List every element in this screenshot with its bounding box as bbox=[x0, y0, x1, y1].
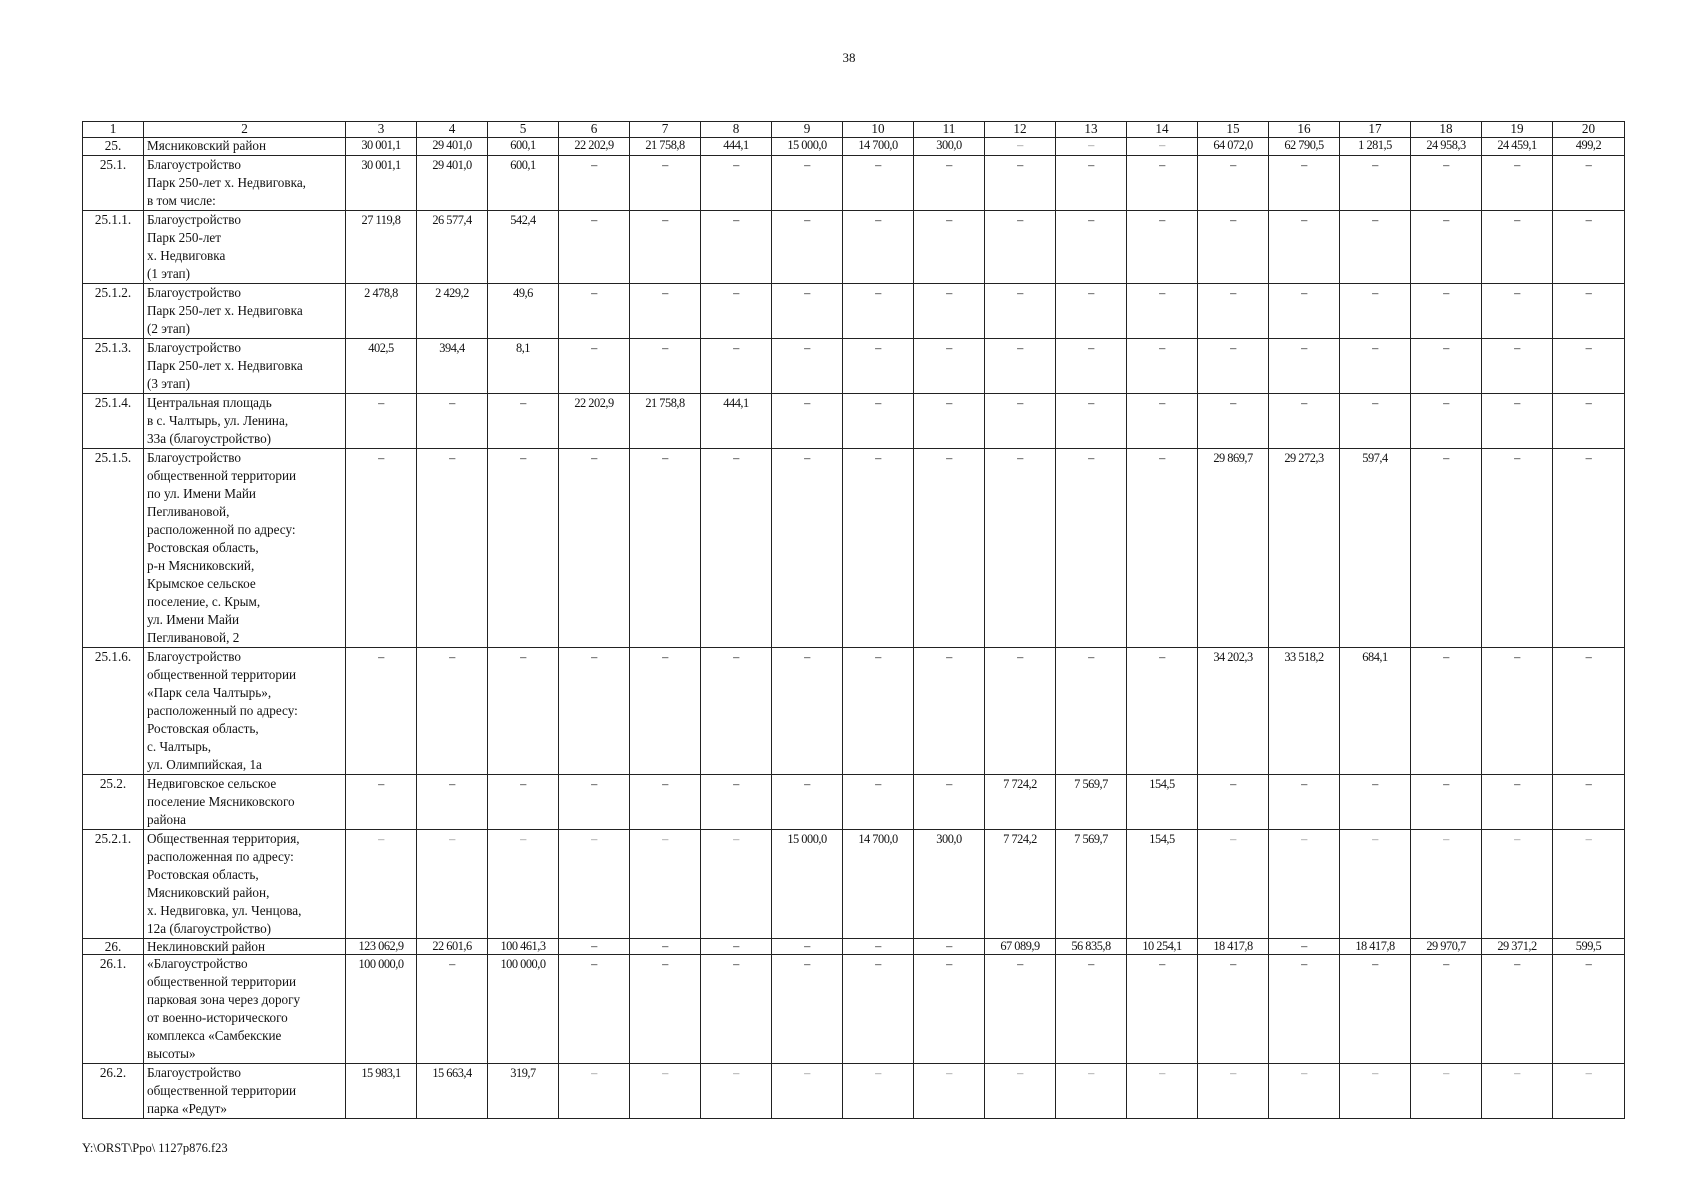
table-row bbox=[83, 939, 1625, 955]
object-name-cell: Общественная территория, расположенная по адресу: Ростовская область, Мясниковский район, х. Недвиговка, ул. Ченцова, 12а (благоустройство) bbox=[144, 830, 346, 939]
row-number-cell: 25.1.1. bbox=[83, 211, 144, 284]
table-row bbox=[83, 648, 1625, 775]
value-cell: 600,1 bbox=[488, 156, 559, 211]
value-cell: – bbox=[1269, 211, 1340, 284]
value-cell: 27 119,8 bbox=[346, 211, 417, 284]
value-cell: – bbox=[701, 775, 772, 830]
value-cell: – bbox=[772, 284, 843, 339]
value-cell: – bbox=[559, 648, 630, 775]
value-cell: 29 970,7 bbox=[1411, 939, 1482, 955]
value-cell: 26 577,4 bbox=[417, 211, 488, 284]
object-name-cell: Благоустройство Парк 250-лет х. Недвиговка (2 этап) bbox=[144, 284, 346, 339]
column-number-cell: 10 bbox=[843, 122, 914, 138]
value-cell: – bbox=[630, 648, 701, 775]
value-cell: 123 062,9 bbox=[346, 939, 417, 955]
value-cell: – bbox=[1056, 449, 1127, 648]
table-row bbox=[83, 394, 1625, 449]
table-row bbox=[83, 156, 1625, 211]
value-cell: – bbox=[346, 449, 417, 648]
object-name-cell: Благоустройство Парк 250-лет х. Недвиговка (1 этап) bbox=[144, 211, 346, 284]
value-cell: – bbox=[1056, 156, 1127, 211]
footer-file-path: Y:\ORST\Ppo\ 1127p876.f23 bbox=[82, 1141, 228, 1155]
value-cell: – bbox=[1056, 955, 1127, 1064]
value-cell: – bbox=[985, 339, 1056, 394]
value-cell: – bbox=[346, 648, 417, 775]
value-cell: 7 724,2 bbox=[985, 775, 1056, 830]
value-cell: – bbox=[1269, 1064, 1340, 1119]
value-cell: 18 417,8 bbox=[1340, 939, 1411, 955]
value-cell: – bbox=[843, 939, 914, 955]
value-cell: – bbox=[630, 156, 701, 211]
value-cell: – bbox=[1482, 1064, 1553, 1119]
value-cell: – bbox=[1056, 211, 1127, 284]
value-cell: – bbox=[1553, 775, 1625, 830]
value-cell: 154,5 bbox=[1127, 830, 1198, 939]
row-number-cell: 25.1.5. bbox=[83, 449, 144, 648]
value-cell: 15 663,4 bbox=[417, 1064, 488, 1119]
value-cell: – bbox=[1127, 156, 1198, 211]
value-cell: – bbox=[1198, 284, 1269, 339]
value-cell: – bbox=[1269, 339, 1340, 394]
value-cell: – bbox=[1482, 775, 1553, 830]
value-cell: – bbox=[914, 955, 985, 1064]
value-cell: – bbox=[1340, 1064, 1411, 1119]
value-cell: – bbox=[772, 156, 843, 211]
column-number-cell: 15 bbox=[1198, 122, 1269, 138]
value-cell: 402,5 bbox=[346, 339, 417, 394]
value-cell: 154,5 bbox=[1127, 775, 1198, 830]
value-cell: – bbox=[1269, 394, 1340, 449]
value-cell: 684,1 bbox=[1340, 648, 1411, 775]
value-cell: 15 000,0 bbox=[772, 138, 843, 156]
value-cell: 15 000,0 bbox=[772, 830, 843, 939]
value-cell: 14 700,0 bbox=[843, 830, 914, 939]
value-cell: – bbox=[843, 955, 914, 1064]
row-number-cell: 25.2.1. bbox=[83, 830, 144, 939]
table-body bbox=[83, 122, 1625, 1119]
value-cell: 14 700,0 bbox=[843, 138, 914, 156]
value-cell: 29 272,3 bbox=[1269, 449, 1340, 648]
value-cell: 67 089,9 bbox=[985, 939, 1056, 955]
value-cell: – bbox=[1482, 830, 1553, 939]
value-cell: – bbox=[1340, 339, 1411, 394]
value-cell: 597,4 bbox=[1340, 449, 1411, 648]
value-cell: – bbox=[488, 648, 559, 775]
value-cell: – bbox=[985, 138, 1056, 156]
value-cell: – bbox=[985, 1064, 1056, 1119]
value-cell: – bbox=[843, 775, 914, 830]
value-cell: 599,5 bbox=[1553, 939, 1625, 955]
value-cell: 100 000,0 bbox=[488, 955, 559, 1064]
value-cell: – bbox=[914, 939, 985, 955]
row-number-cell: 25.1. bbox=[83, 156, 144, 211]
value-cell: 22 202,9 bbox=[559, 394, 630, 449]
value-cell: – bbox=[1269, 955, 1340, 1064]
table-row bbox=[83, 339, 1625, 394]
page-number: 38 bbox=[842, 50, 856, 65]
value-cell: – bbox=[1127, 284, 1198, 339]
column-number-cell: 8 bbox=[701, 122, 772, 138]
value-cell: 22 202,9 bbox=[559, 138, 630, 156]
column-number-cell: 19 bbox=[1482, 122, 1553, 138]
value-cell: – bbox=[772, 394, 843, 449]
value-cell: – bbox=[772, 939, 843, 955]
object-name-cell: Мясниковский район bbox=[144, 138, 346, 156]
value-cell: 56 835,8 bbox=[1056, 939, 1127, 955]
value-cell: – bbox=[1127, 211, 1198, 284]
table-row bbox=[83, 955, 1625, 1064]
value-cell: 7 569,7 bbox=[1056, 775, 1127, 830]
value-cell: – bbox=[1056, 339, 1127, 394]
value-cell: – bbox=[1411, 1064, 1482, 1119]
value-cell: – bbox=[630, 449, 701, 648]
value-cell: 300,0 bbox=[914, 830, 985, 939]
table-row bbox=[83, 138, 1625, 156]
object-name-cell: Благоустройство общественной территории по ул. Имени Майи Пегливановой, расположенной по адресу: Ростовская область, р-н Мясниковский, Крымское сельское поселение, с. Крым, ул. Имени Майи Пегливановой, 2 bbox=[144, 449, 346, 648]
value-cell: – bbox=[630, 775, 701, 830]
value-cell: – bbox=[843, 284, 914, 339]
value-cell: – bbox=[1553, 394, 1625, 449]
value-cell: – bbox=[701, 830, 772, 939]
value-cell: – bbox=[1553, 1064, 1625, 1119]
value-cell: 30 001,1 bbox=[346, 156, 417, 211]
value-cell: 319,7 bbox=[488, 1064, 559, 1119]
value-cell: – bbox=[772, 1064, 843, 1119]
column-number-cell: 11 bbox=[914, 122, 985, 138]
value-cell: – bbox=[1411, 955, 1482, 1064]
value-cell: – bbox=[417, 394, 488, 449]
value-cell: – bbox=[559, 939, 630, 955]
value-cell: – bbox=[985, 648, 1056, 775]
value-cell: 62 790,5 bbox=[1269, 138, 1340, 156]
value-cell: – bbox=[488, 394, 559, 449]
value-cell: – bbox=[417, 830, 488, 939]
value-cell: – bbox=[914, 775, 985, 830]
value-cell: – bbox=[1198, 156, 1269, 211]
value-cell: – bbox=[1411, 339, 1482, 394]
value-cell: – bbox=[630, 284, 701, 339]
value-cell: – bbox=[1198, 955, 1269, 1064]
value-cell: – bbox=[1482, 449, 1553, 648]
value-cell: – bbox=[701, 449, 772, 648]
row-number-cell: 25.1.6. bbox=[83, 648, 144, 775]
row-number-cell: 25.1.2. bbox=[83, 284, 144, 339]
value-cell: – bbox=[559, 830, 630, 939]
value-cell: – bbox=[772, 449, 843, 648]
object-name-cell: Недвиговское сельское поселение Мясниковского района bbox=[144, 775, 346, 830]
value-cell: – bbox=[1056, 284, 1127, 339]
value-cell: 21 758,8 bbox=[630, 138, 701, 156]
value-cell: – bbox=[1553, 156, 1625, 211]
value-cell: – bbox=[559, 211, 630, 284]
value-cell: 29 869,7 bbox=[1198, 449, 1269, 648]
budget-table bbox=[82, 121, 1625, 1119]
object-name-cell: Благоустройство Парк 250-лет х. Недвиговка, в том числе: bbox=[144, 156, 346, 211]
value-cell: – bbox=[1553, 284, 1625, 339]
value-cell: – bbox=[1553, 339, 1625, 394]
value-cell: – bbox=[1340, 284, 1411, 339]
object-name-cell: Благоустройство Парк 250-лет х. Недвиговка (3 этап) bbox=[144, 339, 346, 394]
value-cell: – bbox=[1127, 1064, 1198, 1119]
value-cell: – bbox=[914, 339, 985, 394]
value-cell: – bbox=[1411, 830, 1482, 939]
value-cell: – bbox=[1269, 156, 1340, 211]
value-cell: – bbox=[346, 775, 417, 830]
value-cell: 49,6 bbox=[488, 284, 559, 339]
table-row bbox=[83, 449, 1625, 648]
value-cell: 34 202,3 bbox=[1198, 648, 1269, 775]
value-cell: – bbox=[1127, 955, 1198, 1064]
value-cell: 100 461,3 bbox=[488, 939, 559, 955]
value-cell: – bbox=[1198, 339, 1269, 394]
value-cell: 2 478,8 bbox=[346, 284, 417, 339]
value-cell: – bbox=[985, 449, 1056, 648]
value-cell: – bbox=[843, 156, 914, 211]
value-cell: – bbox=[985, 211, 1056, 284]
column-number-cell: 13 bbox=[1056, 122, 1127, 138]
value-cell: – bbox=[843, 1064, 914, 1119]
value-cell: – bbox=[985, 394, 1056, 449]
column-number-cell: 16 bbox=[1269, 122, 1340, 138]
value-cell: – bbox=[1411, 775, 1482, 830]
value-cell: – bbox=[630, 830, 701, 939]
value-cell: – bbox=[1482, 394, 1553, 449]
value-cell: 18 417,8 bbox=[1198, 939, 1269, 955]
row-number-cell: 25.1.4. bbox=[83, 394, 144, 449]
column-number-cell: 2 bbox=[144, 122, 346, 138]
value-cell: – bbox=[1269, 284, 1340, 339]
row-number-cell: 26.1. bbox=[83, 955, 144, 1064]
column-number-cell: 20 bbox=[1553, 122, 1625, 138]
object-name-cell: «Благоустройство общественной территории парковая зона через дорогу от военно-исторического комплекса «Самбекские высоты» bbox=[144, 955, 346, 1064]
column-number-cell: 6 bbox=[559, 122, 630, 138]
value-cell: 7 569,7 bbox=[1056, 830, 1127, 939]
value-cell: 24 958,3 bbox=[1411, 138, 1482, 156]
value-cell: – bbox=[772, 955, 843, 1064]
value-cell: – bbox=[914, 394, 985, 449]
value-cell: 21 758,8 bbox=[630, 394, 701, 449]
value-cell: – bbox=[1482, 339, 1553, 394]
value-cell: – bbox=[1198, 775, 1269, 830]
value-cell: – bbox=[843, 339, 914, 394]
value-cell: 29 401,0 bbox=[417, 156, 488, 211]
value-cell: – bbox=[701, 648, 772, 775]
value-cell: – bbox=[843, 211, 914, 284]
value-cell: – bbox=[417, 955, 488, 1064]
value-cell: – bbox=[1411, 156, 1482, 211]
value-cell: – bbox=[1411, 394, 1482, 449]
value-cell: – bbox=[1269, 939, 1340, 955]
value-cell: – bbox=[630, 1064, 701, 1119]
value-cell: 444,1 bbox=[701, 138, 772, 156]
value-cell: – bbox=[630, 955, 701, 1064]
value-cell: – bbox=[1482, 156, 1553, 211]
column-number-cell: 5 bbox=[488, 122, 559, 138]
value-cell: – bbox=[1411, 648, 1482, 775]
value-cell: – bbox=[1056, 648, 1127, 775]
value-cell: 542,4 bbox=[488, 211, 559, 284]
value-cell: – bbox=[630, 939, 701, 955]
value-cell: – bbox=[1340, 156, 1411, 211]
value-cell: – bbox=[701, 284, 772, 339]
row-number-cell: 25.2. bbox=[83, 775, 144, 830]
value-cell: – bbox=[1340, 830, 1411, 939]
value-cell: – bbox=[559, 449, 630, 648]
table-row bbox=[83, 211, 1625, 284]
object-name-cell: Благоустройство общественной территории «Парк села Чалтырь», расположенный по адресу: Ростовская область, с. Чалтырь, ул. Олимпийская, 1а bbox=[144, 648, 346, 775]
value-cell: – bbox=[1553, 830, 1625, 939]
value-cell: 24 459,1 bbox=[1482, 138, 1553, 156]
object-name-cell: Благоустройство общественной территории парка «Редут» bbox=[144, 1064, 346, 1119]
column-number-header-row bbox=[83, 122, 1625, 138]
value-cell: – bbox=[843, 394, 914, 449]
value-cell: – bbox=[346, 830, 417, 939]
column-number-cell: 7 bbox=[630, 122, 701, 138]
value-cell: 64 072,0 bbox=[1198, 138, 1269, 156]
column-number-cell: 1 bbox=[83, 122, 144, 138]
value-cell: – bbox=[1198, 211, 1269, 284]
value-cell: 100 000,0 bbox=[346, 955, 417, 1064]
value-cell: 30 001,1 bbox=[346, 138, 417, 156]
value-cell: – bbox=[1411, 284, 1482, 339]
value-cell: – bbox=[843, 449, 914, 648]
value-cell: – bbox=[1056, 1064, 1127, 1119]
value-cell: 2 429,2 bbox=[417, 284, 488, 339]
value-cell: – bbox=[1553, 211, 1625, 284]
value-cell: – bbox=[772, 211, 843, 284]
value-cell: – bbox=[1056, 138, 1127, 156]
value-cell: – bbox=[488, 449, 559, 648]
value-cell: 10 254,1 bbox=[1127, 939, 1198, 955]
value-cell: – bbox=[914, 211, 985, 284]
value-cell: 444,1 bbox=[701, 394, 772, 449]
column-number-cell: 18 bbox=[1411, 122, 1482, 138]
value-cell: 15 983,1 bbox=[346, 1064, 417, 1119]
value-cell: – bbox=[488, 830, 559, 939]
value-cell: – bbox=[914, 648, 985, 775]
value-cell: 600,1 bbox=[488, 138, 559, 156]
value-cell: – bbox=[1127, 138, 1198, 156]
value-cell: 22 601,6 bbox=[417, 939, 488, 955]
value-cell: 300,0 bbox=[914, 138, 985, 156]
value-cell: – bbox=[701, 339, 772, 394]
value-cell: – bbox=[1482, 284, 1553, 339]
value-cell: – bbox=[701, 955, 772, 1064]
value-cell: 7 724,2 bbox=[985, 830, 1056, 939]
value-cell: – bbox=[1553, 449, 1625, 648]
value-cell: – bbox=[914, 156, 985, 211]
value-cell: – bbox=[1127, 449, 1198, 648]
value-cell: – bbox=[559, 1064, 630, 1119]
value-cell: – bbox=[1340, 211, 1411, 284]
value-cell: – bbox=[1340, 394, 1411, 449]
value-cell: – bbox=[1198, 1064, 1269, 1119]
value-cell: – bbox=[559, 339, 630, 394]
value-cell: – bbox=[488, 775, 559, 830]
value-cell: – bbox=[843, 648, 914, 775]
column-number-cell: 17 bbox=[1340, 122, 1411, 138]
value-cell: – bbox=[985, 284, 1056, 339]
value-cell: – bbox=[985, 156, 1056, 211]
value-cell: – bbox=[1269, 830, 1340, 939]
value-cell: 1 281,5 bbox=[1340, 138, 1411, 156]
value-cell: 29 371,2 bbox=[1482, 939, 1553, 955]
value-cell: – bbox=[1127, 339, 1198, 394]
row-number-cell: 25. bbox=[83, 138, 144, 156]
column-number-cell: 9 bbox=[772, 122, 843, 138]
value-cell: – bbox=[1340, 955, 1411, 1064]
value-cell: – bbox=[1411, 211, 1482, 284]
value-cell: – bbox=[772, 775, 843, 830]
value-cell: 499,2 bbox=[1553, 138, 1625, 156]
value-cell: – bbox=[1198, 394, 1269, 449]
column-number-cell: 14 bbox=[1127, 122, 1198, 138]
value-cell: – bbox=[1269, 775, 1340, 830]
value-cell: – bbox=[701, 1064, 772, 1119]
value-cell: – bbox=[1482, 211, 1553, 284]
row-number-cell: 26.2. bbox=[83, 1064, 144, 1119]
value-cell: – bbox=[1411, 449, 1482, 648]
value-cell: – bbox=[417, 449, 488, 648]
value-cell: – bbox=[772, 339, 843, 394]
value-cell: – bbox=[559, 775, 630, 830]
column-number-cell: 12 bbox=[985, 122, 1056, 138]
table-row bbox=[83, 830, 1625, 939]
value-cell: 33 518,2 bbox=[1269, 648, 1340, 775]
value-cell: 29 401,0 bbox=[417, 138, 488, 156]
value-cell: – bbox=[417, 648, 488, 775]
row-number-cell: 26. bbox=[83, 939, 144, 955]
object-name-cell: Неклиновский район bbox=[144, 939, 346, 955]
value-cell: – bbox=[1553, 955, 1625, 1064]
value-cell: – bbox=[417, 775, 488, 830]
column-number-cell: 4 bbox=[417, 122, 488, 138]
value-cell: – bbox=[701, 939, 772, 955]
value-cell: – bbox=[772, 648, 843, 775]
value-cell: – bbox=[914, 284, 985, 339]
value-cell: – bbox=[914, 449, 985, 648]
value-cell: – bbox=[1127, 648, 1198, 775]
value-cell: – bbox=[1482, 955, 1553, 1064]
value-cell: – bbox=[559, 156, 630, 211]
value-cell: – bbox=[914, 1064, 985, 1119]
value-cell: – bbox=[559, 955, 630, 1064]
value-cell: – bbox=[701, 156, 772, 211]
value-cell: – bbox=[1553, 648, 1625, 775]
value-cell: – bbox=[985, 955, 1056, 1064]
row-number-cell: 25.1.3. bbox=[83, 339, 144, 394]
table-row bbox=[83, 284, 1625, 339]
value-cell: – bbox=[1198, 830, 1269, 939]
value-cell: 8,1 bbox=[488, 339, 559, 394]
object-name-cell: Центральная площадь в с. Чалтырь, ул. Ленина, 33а (благоустройство) bbox=[144, 394, 346, 449]
table-row bbox=[83, 1064, 1625, 1119]
value-cell: – bbox=[630, 211, 701, 284]
value-cell: – bbox=[701, 211, 772, 284]
value-cell: – bbox=[630, 339, 701, 394]
value-cell: – bbox=[1127, 394, 1198, 449]
value-cell: – bbox=[346, 394, 417, 449]
value-cell: 394,4 bbox=[417, 339, 488, 394]
column-number-cell: 3 bbox=[346, 122, 417, 138]
value-cell: – bbox=[559, 284, 630, 339]
table-row bbox=[83, 775, 1625, 830]
value-cell: – bbox=[1056, 394, 1127, 449]
value-cell: – bbox=[1340, 775, 1411, 830]
value-cell: – bbox=[1482, 648, 1553, 775]
